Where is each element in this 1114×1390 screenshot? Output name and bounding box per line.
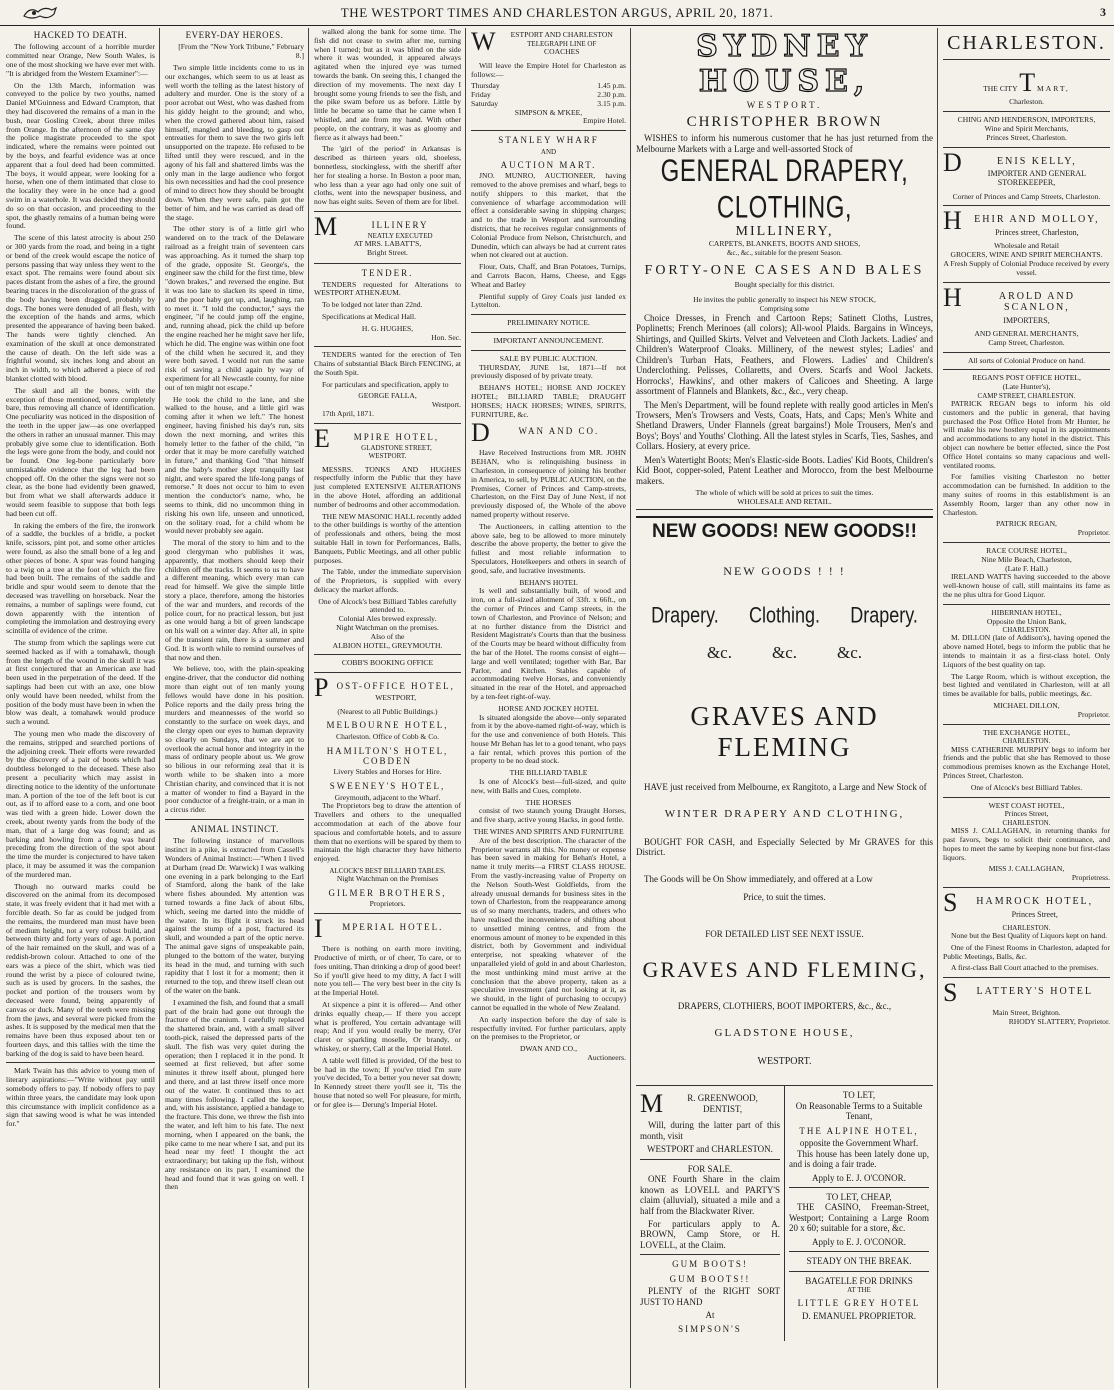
ad-title: HAMILTON'S HOTEL, COBDEN [326,745,449,766]
ad-title: AROLD AND SCANLON, [998,290,1075,314]
ad-line: DENTIST, [703,1103,743,1114]
ad-text: For families visiting Charleston no better accommodation can be furnished. In addition to the many suites of rooms in this establishment is an Assembly Room, larger than any other now in Charleston. [943,472,1110,517]
ad-text: Is situated alongside the above—only separated from it by the above-named right-of-way, which is for the use and convenience of both Hotels. This house Mr Behan has let to a good tenant, who pays a fair rental, which proves this portion of the property to be no dead stock. [471,712,627,766]
ad-text: Is one of Alcock's best—full-sized, and quite new, with Balls and Cues, complete. [471,777,626,795]
divider [943,977,1110,978]
ad-line: COBB'S BOOKING OFFICE [341,658,434,668]
ad-text: Will, during the latter part of this month, visit [640,1120,780,1141]
divider [943,724,1110,725]
ad-subheading: BEHAN'S HOTEL [519,577,578,587]
timetable-time: 2.30 p.m. [597,90,626,100]
bottom-ads-right [785,1086,933,1340]
ad-text: THE CASINO, Freeman-Street, Westport; Containing a Large Room 20 x 60; suitable for a store, &c. [789,1202,929,1234]
bottom-ads-left [636,1086,785,1340]
ad-text: To be lodged not later than 22nd. [322,300,423,310]
ad-verse: There is nothing on earth more inviting, Productive of mirth, or of cheer, To care, or to foes uniting, Than drinking a drop of good beer! So if you'll give heed to my ditty, A fact I will note you tell— The very best beer in the city Is at the Imperial Hotel. [314,944,461,998]
ad-text: MESSRS. TONKS AND HUGHES respectfully inform the Public that they have just completed EXTENSIVE ALTERATIONS in the above Hotel, affording an additional number of bedrooms and other accommodation. [314,464,461,509]
ad-line: IMPORTER AND GENERAL STOREKEEPER, [987,169,1086,188]
ad-title: EHIR AND MOLLOY, [974,214,1100,226]
ad-title: BAGATELLE FOR DRINKS [805,1275,913,1286]
graves-fleming-title-2: GRAVES AND FLEMING, [642,957,927,983]
ad-line: CHARLESTON. [1002,737,1051,746]
ad-title: WEST COAST HOTEL, [988,800,1065,810]
ad-line: WESTPORT. [757,1055,812,1067]
masthead-title: THE WESTPORT TIMES AND CHARLESTON ARGUS, APRIL 20, 1871. [340,4,774,20]
ad-subheading: THE BILLIARD TABLE [509,768,588,778]
ad-dwan [471,422,626,444]
ad-display-line: GLADSTONE HOUSE, [714,1027,855,1040]
ad-text: ONE Fourth Share in the claim known as LOVELL and PARTY'S claim (alluvial), situated a mile and a half from the Blackwater River. [640,1174,780,1216]
ad-line: &c., &c., suitable for the present Season. [727,248,842,257]
article-heading: EVERY-DAY HEROES. [185,30,284,40]
article-heading: ANIMAL INSTINCT. [190,823,279,834]
ad-line: Also of the [370,631,405,641]
ad-date: 17th April, 1871. [322,409,374,419]
ad-line: (Late F. Hall.) [1005,563,1048,573]
ad-line: All sorts of Colonial Produce on hand. [967,355,1086,365]
article-paragraph: In raking the embers of the fire, the ironwork of a saddle, the buckles of a bridle, a pocket knife, scissors, pint pot, and some other articles were found, as also the small bone of a leg and other pieces of bone. A spur was found hanging to a twig on a tree at the foot of which the fire had been built. The remains of the saddle and bridle and spur would seem to denote that the deceased was travelling on horseback. Near the remains, a number of saplings were found, cut down apparently with the intention of completing the immolation and destroying every scintilla of evidence of the crime. [6,520,155,636]
ad-signature: MISS J. CALLAGHAN, [988,864,1065,874]
ad-line: CARPETS, BLANKETS, BOOTS AND SHOES, [708,239,861,249]
ad-line: Bought specially for this district. [734,280,835,290]
ad-title: ENIS KELLY, [997,155,1077,167]
ad-line: ALCOCK'S BEST BILLIARD TABLES. [329,867,446,876]
ad-verse: At sixpence a pint it is offered— And other drinks equally cheap,— If there you accept what is proffered, You certain advantage will reap; And if you would really be merry, O'er claret or sparkling moselle, Or brandy, or whiskey, or sherry, Call at the Imperial Hotel. [314,999,461,1053]
ad-line: Nine Mile Beach, Charleston, [981,554,1072,564]
timetable-day: Saturday [471,98,498,108]
ad-text: Choice Dresses, in French and Cartoon Reps; Satinett Cloths, Lustres, Poplinetts; French Merinoes (all colors); All-wool Plaids. Bargains in Winceys, Shirtings, and Quilled Skirts. Velvet and Velveteen and Cloth Jackets. Ladies' and Children's Waterproof Cloaks. Millinery, of the newest styles; Ladies' and Children's Turban Hats, Feathers, and Flowers. Ladies' and Children's Underclothing. Pelisses, Collaretts, and Overs. Scarfs and Wool Jackets. Horrocks', Hawkins', and other makers of Calicoes and Sheeting. A large assortment of Flannels and Blankets, &c., &c., very cheap. [636,313,933,397]
ad-text: HAVE just received from Melbourne, ex Rangitoto, a Large and New Stock of [644,781,927,792]
ad-line: WESTPORT, [375,692,417,702]
ad-kelly [943,152,1110,188]
ad-title: TO LET, [842,1090,876,1101]
divider [314,263,461,264]
divider [943,111,1110,112]
ad-display-word: Drapery. [651,601,719,627]
ad-line: WHOLESALE AND RETAIL. [636,498,933,510]
article-paragraph: The stump from which the saplings were cut seemed hacked as if with a tomahawk, though from the length of the wound in the skull it was at first conjectured that an American axe had been used in the perpetration of the deed. If the saplings had been cut with an axe, one blow only would have been needed, whilst from the position of the body must have been in when the blow was dealt, a tomahawk would produce such a wound. [6,638,155,727]
timetable-day: Thursday [471,81,500,91]
ad-line: At [705,1310,715,1321]
ad-subheading: THE WINES AND SPIRITS AND FURNITURE [473,827,624,837]
ad-title: FOR SALE. [687,1163,733,1174]
ad-line: CHARLESTON. [1002,626,1051,635]
divider [6,1062,155,1063]
graves-fleming-title: GRAVES AND FLEMING [690,701,879,763]
article-paragraph: The 'girl of the period' in Arkansas is described as thirteen years old, shoeless, bonnetless, stockingless, with the sheriff after her for stealing a horse. In Boston a poor man, who less than a year ago had only one suit of cloths, went into the newspaper business, and now has eight suits. Seven of them are for libel. [314,144,461,207]
divider [943,604,1110,605]
divider [314,211,461,212]
timetable-time: 1.45 p.m. [597,81,626,91]
ad-display-row [636,643,933,663]
ad-line: Corner of Princes and Camp Streets, Charleston. [952,191,1101,201]
ad-title: RACE COURSE HOTEL, [986,546,1067,555]
ad-line: Bright Street. [367,248,408,258]
divider [314,654,461,655]
ad-subheading: THE HORSES [525,797,572,807]
ad-harold [943,287,1110,325]
article-heading: HACKED TO DEATH. [33,30,128,40]
ad-millinery [314,216,461,258]
ad-display-word: &c. [837,643,863,663]
ad-display-row [636,602,933,628]
ad-imperial-hotel [314,918,461,940]
ad-line: Proprietor. [1077,528,1110,538]
drop-cap: S [943,892,958,918]
ad-line: AND GENERAL MERCHANTS, [974,328,1079,338]
ad-line: TELEGRAPH LINE OF [527,39,597,48]
ad-title: TO LET, CHEAP, [826,1191,892,1202]
ad-title: HIBERNIAN HOTEL, [991,607,1062,617]
divider [943,205,1110,206]
ad-line: THE CITY [983,84,1018,94]
ad-line: DRAPERS, CLOTHIERS, BOOT IMPORTERS, &c., &c., [677,1000,892,1011]
divider [314,672,461,673]
divider [789,1271,929,1272]
ad-line: CHARLESTON. [1002,923,1051,932]
ad-line: AT MRS. LABATT'S, [353,239,422,249]
ad-signature: RHODY SLATTERY, Proprietor. [1008,1016,1110,1026]
ad-title: AUCTION MART. [500,159,597,170]
ad-line: Price, to suit the times. [743,892,826,903]
divider [943,542,1110,543]
ad-line: Colonial Ales brewed expressly. [338,614,437,624]
ad-title: GROCERS, WINE AND SPIRIT MERCHANTS. [950,250,1103,260]
ad-signature: H. G. HUGHES, [361,323,414,333]
ad-signature: SIMPSON & M'KEE, [514,107,583,117]
column-6 [939,28,1114,1388]
article-paragraph: The following instance of marvellous instinct in a pike, is extracted from Cassell's Wonders of Animal Instinct:—"When I lived at Durham (read Dr. Warwick) I was walking one evening in a park belonging to the Earl of Stamford, along the bank of the lake where fishes abounded. My attention was turned towards a fine Jack of about 6lbs, which, seeing me darted into the middle of the water. In its flight it struck its head against the stump of a post, fractured its skull, and wounded a part of the optic nerve. The animal gave signs of unspeakable pain, plunged to the bottom of the water, burying its head in the mud, and turning with such rapidity that I lost it for a moment; then it returned to the top, and threw itself clean out of the water on the bank. [165,836,304,995]
ad-display-line: MILLINERY, [735,223,834,239]
ad-title: MART, [1036,84,1070,94]
ad-text: The Auctioneers, in calling attention to the above sale, beg to be allowed to more minutely describe the above property, the better to give the fullest and most reliable information to Speculators, Hotelkeepers and others in search of good, safe, and lucrative investments. [471,521,626,575]
ad-title: REGAN'S POST OFFICE HOTEL, [972,373,1081,383]
coach-timetable [471,82,626,108]
ad-text: This house has been lately done up, and is doing a fair trade. [789,1148,929,1170]
ad-text: M. DILLON (late of Addison's), having opened the above named Hotel, begs to inform the public that he intends to maintain it as a first-class hotel. Only Liquors of the best quality on tap. [943,633,1110,669]
divider [314,346,461,347]
ad-hehir [943,210,1110,237]
ad-line: Proprietor. [1077,709,1110,719]
ad-line: Apply to E. J. O'CONOR. [812,1236,906,1247]
divider [314,913,461,914]
ad-title: GUM BOOTS! [672,1259,748,1270]
divider [640,1159,780,1160]
ad-signature: PATRICK REGAN, [996,519,1057,529]
ad-line: Proprietress. [1071,873,1110,883]
ad-line: Empire Hotel. [582,116,626,126]
ad-text: Are of the best description. The character of the Proprietor warrants all this. No money or expense has been saved in making for Behan's Hotel, a name it truly merits—a FIRST CLASS HOUSE. From the vastly-increasing value of Property on the Nelson South-West Goldfields, from the already unusual demands for business sites in the town of Charleston, from the reappearance among us of so many merchants, traders, and others who have realised the inconvenience of shifting about to unsettled mining centres, and from the enormous amount of money to be expended in this district, both by Government and individual enterprise, not speaking whatever of the unparalleled yield of gold in and about Charleston, the most unthinking mind must arrive at the conclusion that the above property, taken as a speculative investment (and not looking at it, as we should, in the light of purchasing to occupy) cannot be equalled in the whole of New Zealand. [471,835,626,1012]
ad-line: Main Street, Brighton. [992,1008,1061,1018]
ad-line: CAMP STREET, CHARLESTON. [977,391,1076,400]
masthead [0,0,1114,26]
divider [471,130,626,131]
drop-cap: H [943,210,962,236]
ad-greenwood [640,1093,780,1115]
divider [471,332,626,333]
divider [165,819,304,820]
divider [943,352,1110,353]
drop-cap: S [943,982,958,1005]
article-paragraph: walked along the bank for some time. The fish did not cease to swim after me, turning when I turned; but as it was blind on the side where it was wounded, it appeared always agitated when the injured eye was turned towards the bank. On seeing this, I changed the direction of my movements. The next day I brought some young friends to see the fish, and the pike swam before us as before. Little by little he became so tame that he came when I whistled, and ate from my hand. With other people, on the contrary, it was as gloomy and fierce as it always had been." [314,28,461,142]
ad-line: FOR DETAILED LIST SEE NEXT ISSUE. [705,928,864,939]
ad-line: Livery Stables and Horses for Hire. [333,767,442,777]
article-paragraph: The scene of this latest atrocity is about 250 or 300 yards from the road, and being in a tight or bend of the creek would escape the notice of persons passing that way unless they went to the exact spot. The remains were found about six paces distant from the ashes of a fire, the ground bearing traces in the discoloration of the grass of the body having been dragged, probably by dogs. The bones were denuded of all flesh, with the exception of the hands and arms, which presented the appearance of having been baked. The hands were tightly clenched. An examination of the skull at once demonstrated the cause of death. On the left side was a frightful wound, six inches long and about an inch in width, to which adhered a piece of red blanket clotted with blood. [6,233,155,383]
ad-display-word: &c. [771,643,798,663]
ad-line: Wine and Spirit Merchants, [984,123,1069,133]
ad-line: WESTPORT. [368,452,407,461]
ad-text: One of the Finest Rooms in Charleston, adapted for Public Meetings, Balls, &c. [943,942,1110,961]
ad-text: Flour, Oats, Chaff, and Bran Potatoes, Turnips, and Carrots Bacon, Hams, Cheese, and Eggs Wheat and Barley [471,262,626,289]
ad-text: TENDERS wanted for the erection of Ten Chains of substantial Black Birch FENCING, at the South Spit. [314,350,461,377]
ad-line: Auctioneers. [587,1052,626,1062]
ad-line: COACHES [544,46,580,56]
ad-text: PLENTY of the RIGHT SORT JUST TO HAND [640,1286,780,1307]
ad-title: STEADY ON THE BREAK. [806,1256,912,1267]
column-3 [310,28,466,1388]
ad-title: MELBOURNE HOTEL, [326,720,449,731]
ad-line: AND [540,147,557,156]
ad-text: MISS J. CALLAGHAN, in returning thanks for past favors, begs to solicit their continuance, and hopes to meet the same by keeping none but first-class liquors. [943,826,1110,862]
ad-text: For particulars apply to A. BROWN, Camp Store, or H. LOVELL, at the Claim. [640,1218,780,1250]
ad-post-office-hotel [314,677,461,702]
ad-title: MPIRE HOTEL, [353,431,440,442]
divider [789,1251,929,1252]
ad-line: Princes Street, [1011,909,1058,919]
ad-title: SIMPSON'S [678,1324,742,1335]
ad-display-line: WINTER DRAPERY AND CLOTHING, [664,808,905,821]
ad-line: NEATLY EXECUTED [367,232,433,241]
ad-signature-title: Hon. Sec. [431,332,461,342]
divider [943,887,1110,888]
drop-cap: D [471,422,490,445]
ad-title: THE EXCHANGE HOTEL, [982,727,1071,737]
ad-line: Charleston. Office of Cobb & Co. [336,731,439,741]
ad-line: A Fresh Supply of Colonial Produce received by every vessel. [943,258,1110,277]
new-goods-banner: NEW GOODS! NEW GOODS!! [636,516,933,543]
ad-title: CHRISTOPHER BROWN [686,114,883,131]
bottom-ads [636,1085,933,1340]
ad-text: The Goods will be On Show immediately, and offered at a Low [644,873,873,884]
ad-line: Charleston. [1009,97,1044,107]
ad-signature: GILMER BROTHERS, [328,887,447,898]
ad-text: MISS CATHERINE MURPHY begs to inform her friends and the public that she has Removed to those commodious premises known as the Exchange Hotel, Princes Street, Charleston. [943,744,1110,780]
ad-line: AT THE [847,1286,871,1295]
ad-title: LITTLE GREY HOTEL [797,1298,921,1309]
article-paragraph: He took the child to the lane, and she walked to the house, and a little girl was coming after it when we left." The honest engineer, having finished his day's run, sits down the next morning, and writes this homely letter to the father of the child, "in order that it may be more carefully watched in future," and thanking God "that himself and the baby's mother slept tranquilly last night, and were spared the life-long pangs of remorse." It does not occur to him to even mention the conductor's name, who, he seems to think, did no uncommon thing in risking his own life, unseen and unnoticed, on the solitary road, for a child whom he would never probably see again. [165,394,304,536]
ad-text: A first-class Ball Court attached to the premises. [951,963,1099,973]
ad-title: ILLINERY [371,219,429,230]
ad-display-word: &c. [706,643,732,663]
ad-display-line: FORTY-ONE CASES AND BALES [644,263,925,279]
ad-line: Princes Street, [1004,809,1049,819]
ad-text: Will leave the Empire Hotel for Charleston as follows:— [471,60,626,79]
ad-text: TENDERS requested for Alterations to WESTPORT ATHENÆUM. [314,279,461,298]
ad-verse: A table well filled is provided, Of the best to be had in the town; If you've tried I'm sure you've decided, To a better you never sat down; In Kennedy street there you'll see it, 'Tis the house that noted so well For pleasure, for mirth, or for glee is— Derung's Imperial Hotel. [314,1055,461,1109]
article-paragraph: Though no outward marks could be discovered on the animal from its decomposed state, it was freely evident that it had met with a forcible death. So far as could be judged from the remains, the murdered man must have been of medium height, not a very robust build, and between thirty and forty years of age. A portion of the hair remained on the skull, and was of a reddish-brown colour. Attached to one of the ears was a piece of the shirt, which was tied round the wrist by a piece of coloured twine, such as is used by grocers. In the sashes, the pocket and portion of the trousers worn by deceased were found, being apparently of canvas or duck. Many of the teeth were missing from the jaws, and several were picked from the ashes. It is supposed by the medical men that the remains have been thus exposed about ten or fourteen days, and this tallies with the time the barking of the dog is said to have been heard. [6,881,155,1058]
article-paragraph: On the 13th March, information was conveyed to the police by two youths, named Daniel M'Guinness and Edward Crampton, that they had discovered the remains of a man in the bush, near Gosling Creek, about three miles from Orange. In the afternoon of the same day the police magistrate proceeded to the spot indicated, where the remains were pointed out by the boys, and fearful evidence was at once apparent that a foul deed had been committed. The boys, it would appear, were looking for a horse, when one of them intimated that close to the locality they were in he once had a good swim in a waterhole. It was decided they should do so on that occasion, and proceeding to the spot, the ghastly remains of a human being were found. [6,80,155,231]
divider [943,147,1110,148]
ad-text: None but the Best Quality of Liquors kept on hand. [951,931,1108,940]
ad-line: Wholesale and Retail [994,241,1059,251]
ad-line: Proprietors. [369,899,406,909]
drop-cap: E [314,427,330,453]
ad-signature: MICHAEL DILLON, [993,701,1060,711]
ad-title: SWEENEY'S HOTEL, [329,781,446,792]
ad-line: He invites the public generally to inspect his NEW STOCK, [693,295,876,305]
ad-text: BOUGHT FOR CASH, and Especially Selected by Mr GRAVES for this District. [636,836,933,858]
ad-text: THE NEW MASONIC HALL recently added to the other buildings is worthy of the attention of professionals and others, being the most suitable Hall in town for Performances, Balls, Banquets, Public Meetings, and all other public purposes. [314,511,461,565]
ad-telegraph-coaches [471,31,626,57]
article-paragraph: I examined the fish, and found that a small part of the brain had gone out through the fracture of the cranium. I carefully replaced the shattered brain, and, with a small silver tooth-pick, raised the depressed parts of the skull. The fish was very quiet during the operation; then I replaced it in the pond. It seemed at first relieved, but after some minutes it threw itself about, plunged here and there, and at last threw itself once more out of the water. It continued thus to act many times following. I called the keeper, and, with his assistance, applied a bandage to the fracture. This done, we threw the fish into the water, and left him to his fate. The next morning, when I appeared on the bank, the pike came to me near where I sat, and put its head near my feet! I thought the act extraordinary; but taking up the fish, without any resistance on its part, I examined the head and found that it was going on well. I then [165,997,304,1192]
ad-line: WESTPORT. [746,99,823,110]
ad-line: CHARLESTON. [1002,819,1051,828]
ad-title: WAN AND CO. [518,426,600,437]
article-paragraph: The other story is of a little girl who wandered on to the track of the Delaware railroad as a freight train of seventeen cars was approaching. As it turned the sharp top of the grade, opposite St. George's, the engineer saw the child for the first time, blew "down brakes," and reversed the engine. But it was too late to slacken its speed in time, and the poor baby got up, and, laughing, ran to meet it. "I told the conductor," says the engineer, "if he could jump off the engine, and, running ahead, pick the child up before the engine reached her he might save her life, which he did. The engine was within one foot of the child when he secured it, and they were both saved. I would not run the same risk of saving a child again by way of experiment for all Newcastle county, for nine out of ten might not escape." [165,224,304,392]
column-2 [161,28,309,1388]
ad-line: The whole of which will be sold at prices to suit the times. [695,488,874,498]
column-4 [467,28,631,1388]
ad-line: Night Watchman on the premises. [336,623,439,633]
ad-text: IRELAND WATTS having succeeded to the above well-known house of call, still maintains its fame as the ne plus ultra for Good Liquor. [943,572,1110,599]
ad-text: consist of two staunch young Draught Horses, and five sharp, active young Hacks, in good fettle. [471,806,626,825]
ad-text: Plentiful supply of Grey Coals just landed ex Lyttelton. [471,291,626,310]
ad-title: HAMROCK HOTEL, [976,896,1094,908]
article-paragraph: The following account of a horrible murder committed near Orange, New South Wales, is one of the most shocking we have ever met with. "It is abridged from the Western Examiner":— [6,42,155,78]
ad-city-mart [943,68,1110,98]
ad-line: Apply to E. J. O'CONOR. [812,1172,906,1183]
ad-text: The Large Room, which is without exception, the best lighted and ventilated in Charleston, will at all times be available for balls, public meetings, &c. [943,671,1110,699]
article-paragraph: We believe, too, with the plain-speaking engine-driver, that the conductor did nothing more than eight out of ten manly young fellows would have done in his position. Police reports and the daily press bring the murders and meannesses of the world so constantly to the surface on week days, and the clergy open our eyes to human depravity so clearly on Sundays, that we are apt to overlook the actual honor and integrity in the mass of ordinary people about us. We grow so bilious in our reforming zeal that it is worth while to be shaken into a more Christian charity, and convinced that it is not a matter of wonder to find a Bayard in the poor conductor of a freight-train, or a man in a circus rider. [165,664,304,815]
timetable-day: Friday [471,90,491,100]
article-paragraph: The young men who made the discovery of the remains, stripped and searched portions of the adjoining creek. Their efforts were rewarded by the discovery of a pair of boots which had doubtless belonged to the deceased. These also present a peculiarity which may assist in directing notice to the identity of the unfortunate man. A portion of the toe of the left boot is cut out, as if to afford ease to a corn, and one boot was tied with a green hide. Lower down the creek, about twenty yards from the body of the man, that of a large dog was found; and as barking and howling from a dog was heard preceding from the direction of the spot about the time the murder is conjectured to have taken place, it may be assumed it was the companion of the murdered man. [6,729,155,879]
ad-text: WISHES to inform his numerous customer that he has just returned from the Melbourne Markets with a Large and well-assorted Stock of [636,133,933,154]
ad-line: Greymouth, adjacent to the Wharf. [334,792,441,802]
drop-cap: I [314,918,323,941]
ad-text: Is well and substantially built, of wood and iron, on a full-sized allotment of 33ft. x 66ft., on the corner of Princes and Camp streets, in the town of Charleston, and Province of Nelson; and at no further distance from the District and Resident Magistrate's Courts than that the business of the Courts may be heard without difficulty from the bar of the Hotel. The rooms consist of eight—large and well ventilated; together with Bar, Bar Parlor, and Kitchen. Stables capable of accommodating twelve Horses, and conveniently situated in the rear of the Hotel, and approached by a ten-feet right-of-way. [471,586,626,701]
drop-cap: M [314,215,338,241]
ad-signature: D. EMANUEL PROPRIETOR. [801,1310,916,1321]
sydney-house-title: SYDNEY HOUSE, [696,29,873,99]
divider [471,350,626,351]
ad-line: (Nearest to all Public Buildings.) [337,706,438,716]
ad-text: JNO. MUNRO, AUCTIONEER, having removed to the above premises and wharf, begs to notify shippers to this market, that the convenience of wharfage accommodation will effect a considerable saving in shipping charges; and to the trade in Westport and surrounding districts, that he receives regular consignments of Colonial Produce from Nelson, Christchurch, and Dunedin, which can always be had at current rates when not cleared out at auction. [471,171,626,260]
ad-signature: DWAN AND CO., [520,1044,577,1054]
ad-line: Princes Street, Charleston. [986,132,1067,142]
ad-line: WESTPORT and CHARLESTON. [647,1144,773,1155]
ad-title: R. GREENWOOD, [687,1093,758,1104]
ad-text: Specifications at Medical Hall. [322,311,417,321]
drop-cap: D [943,151,962,177]
ad-text: The Table, under the immediate supervision of the Proprietors, is supplied with every delicacy the market affords. [314,567,461,594]
ad-text: BEHAN'S HOTEL; HORSE AND JOCKEY HOTEL; BILLIARD TABLE; DRAUGHT HORSES; HACK HORSES; WINES, SPIRITS, FURNITURE, &c. [471,383,626,419]
ad-line: (Late Hunter's), [1002,382,1051,392]
ad-title: ESTPORT AND CHARLESTON [510,31,613,39]
ad-text: For particulars and specification, apply to [322,379,449,389]
ad-shamrock [943,892,1110,919]
divider [471,314,626,315]
ad-display-line: GENERAL DRAPERY, CLOTHING, [660,153,909,226]
ad-text: PATRICK REGAN begs to inform his old customers and the public in general, that having purchased the Post Office Hotel from Mr Hunter, he will make his new hostlery equal in its appointments and accommodations to any hotel in the district. This object can nowhere be better effected, since the Post Office Hotel contains so many capacious and well-ventilated rooms. [943,399,1110,470]
drop-cap: T [1019,68,1036,98]
ad-line: NEW GOODS ! ! ! [723,563,846,578]
charleston-heading: CHARLESTON. [943,32,1110,60]
article-paragraph: Mark Twain has this advice to young men of literary aspirations:—"Write without pay until somebody offers to pay. If nobody offers to pay within three years, the candidate may look upon this circumstance with implicit confidence as a sign that sawing wood is what he was intended for." [6,1066,155,1129]
ad-text: Have Received Instructions from MR. JOHN BEHAN, who is relinquishing business in Charleston, in consequence of joining his brother in America, to sell, by PUBLIC AUCTION, on the Premises, Corner of Princes and Camp-streets, Charleston, on the First Day of June Next, if not previously disposed of, the Whole of the above named property without reserve. [471,448,626,519]
ad-text: An early inspection before the day of sale is respectfully invited. For further particulars, apply on the premises to the Proprietor, or [471,1014,626,1042]
ad-title: OST-OFFICE HOTEL, [336,681,455,692]
ad-line: IMPORTERS, [1003,315,1050,325]
ad-text: THURSDAY, JUNE 1st, 1871—If not previously disposed of by private treaty. [471,362,626,381]
ad-line: One of Alcock's best Billiard Tables carefully attended to. [318,596,457,615]
article-source: [From the "New York Tribune," February 8.] [178,42,304,61]
ad-empire-hotel [314,428,461,461]
ad-title: LATTERY'S HOTEL [976,986,1093,998]
ad-line: Night Watchman on the Premises [336,874,439,884]
divider [943,797,1110,798]
divider [943,369,1110,370]
ad-line: Camp Street, Charleston. [988,337,1065,347]
ad-title: SALE BY PUBLIC AUCTION. [499,353,598,363]
ad-signature-place: Westport. [431,400,461,410]
ad-slattery [943,982,1110,1004]
ad-line: Opposite the Union Bank, [986,616,1067,626]
ad-line: On Reasonable Terms to a Suitable Tenant, [795,1100,923,1122]
divider [314,423,461,424]
drop-cap: M [640,1093,664,1116]
drop-cap: P [314,677,329,703]
article-paragraph: The moral of the story to him and to the good clergyman who publishes it was, apparently, that mothers should keep their children off the tracks. It seems to us to have a different meaning, which every man can read for himself. We give the simple little story a place, therefore, among the histories of the war and murders, and records of the police court, for no practical lesson, but just as one would hang a bit of green landscape on his wall on a winter day. After all, in spite of the transient rain, there is a summer and God. It is worth while to remind ourselves of that now and then. [165,538,304,662]
article-paragraph: Two simple little incidents come to us in our exchanges, which seem to us at least as well worth the telling as the latest history of adultery and murder. One is the story of a poor acrobat out West, who was dashed from his giddy height to the ground; and who, when the crowd gathered about him, raised himself, mangled and bleeding, to gasp out entreaties for them to save the two girls left unsupported on the trapeze. He refused to be lifted until they were rescued, and in the agony of his fall and shattered limbs was the only man in the large audience who forgot his own necessities and had the cool presence of mind to direct how they should be brought down. When they were safe, pain got the better of him, and he was carried as dead off the stage. [165,63,304,222]
ad-line: ALBION HOTEL, GREYMOUTH. [332,640,443,650]
drop-cap: H [943,286,962,312]
ad-text: The Men's Department, will be found replete with really good articles in Men's Trowsers, Men's Trowsers and Vests, Coats, Hats, and Caps; Men's White and Shetland Drawers, Under Flannels (great bargains!) Mole Trousers, Men's and Boys'; Boys' and Youths' Clothing. All the latest styles in Scarfs, Ties, Sashes, and Collars. Hosiery, at every price. [636,399,933,452]
ad-line: Comprising some [759,304,810,313]
divider [640,1254,780,1255]
ad-title: THE ALPINE HOTEL, [799,1125,919,1136]
page-number: 3 [1100,5,1106,19]
ad-title: GUM BOOTS!! [669,1273,751,1284]
ad-subheading: HORSE AND JOCKEY HOTEL [498,703,599,713]
ad-display-word: Clothing. [748,601,821,627]
ad-line: GLADSTONE STREET, [361,444,432,453]
column-1 [2,28,160,1388]
ad-display-word: Drapery. [850,601,918,627]
ad-text: Men's Watertight Boots; Men's Elastic-side Boots. Ladies' Kid Boots, Children's Kid Boot, copper-soled, Patent Leather and Morocco, from the best Melbourne makers. [636,454,933,486]
ad-line: Princes street, Charleston, [995,228,1079,238]
column-5 [632,28,938,1388]
ad-title: STANLEY WHARF [498,135,599,146]
ad-line: opposite the Government Wharf. [799,1138,919,1149]
ad-line: One of Alcock's best Billiard Tables. [970,782,1083,792]
ad-title: PRELIMINARY NOTICE. [507,318,590,328]
ad-title: CHING AND HENDERSON, IMPORTERS, [957,115,1096,125]
ad-title: MPERIAL HOTEL. [342,922,444,933]
drop-cap: W [471,31,496,56]
divider [789,1187,929,1188]
ad-title: TENDER. [361,268,414,279]
article-paragraph: The skull and all the bones, with the exception of those mentioned, were completely bare, thus removing all chance of identification. One peculiarity was noticed in the disposition of the teeth in the upper jaw—as one overlapped the others in rather an unusual manner. This may probably give some clue to identification. Both the legs were gone from the body, and could not be found. One leg-bone particularly bore unmistakable evidence that the leg had been chopped off. On the other the signs were not so clear, as the bone had evidently been gnawed, but from what we shall afterwards adduce it would seem feasible to suppose that both legs had been cut off. [6,385,155,518]
ad-title: IMPORTANT ANNOUNCEMENT. [493,336,604,346]
ad-text: The Proprietors beg to draw the attention of Travellers and others to the unequalled accommodation at each of the above four spacious and comfortable hotels, and to assure them that no exertions will be spared by them to maintain the high character they have hitherto enjoyed. [314,801,461,864]
divider [943,282,1110,283]
timetable-time: 3.15 p.m. [597,98,626,108]
ad-signature: GEORGE FALLA, [358,391,417,401]
